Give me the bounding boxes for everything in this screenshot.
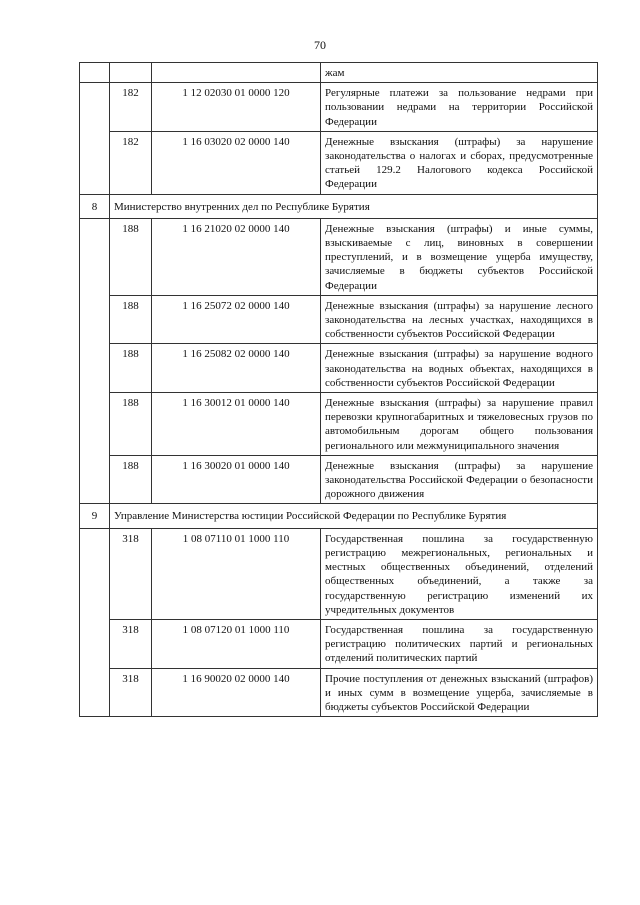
revenue-codes-table xyxy=(79,62,598,717)
table-row xyxy=(80,619,598,668)
income-description: Денежные взыскания (штрафы) за нарушение законодательства Российской Федерации о безопасности дорожного движения xyxy=(321,455,598,504)
budget-classification-code: 1 08 07110 01 1000 110 xyxy=(152,528,321,619)
income-description: Денежные взыскания (штрафы) за нарушение законодательства о налогах и сборах, предусмотренные статьей 129.2 Налогового кодекса Российской Федерации xyxy=(321,131,598,194)
admin-code-cell: 318 xyxy=(110,668,152,717)
income-description: Государственная пошлина за государственную регистрацию политических партий и региональных отделений политических партий xyxy=(321,619,598,668)
num-cell xyxy=(80,528,110,716)
income-description: Денежные взыскания (штрафы) и иные суммы, взыскиваемые с лиц, виновных в совершении преступлений, и в возмещение ущерба имуществу, зачисляемые в бюджеты субъектов Российской Федерации xyxy=(321,218,598,295)
section-number: 9 xyxy=(80,504,110,528)
budget-classification-code: 1 16 21020 02 0000 140 xyxy=(152,218,321,295)
income-description: Регулярные платежи за пользование недрами при пользовании недрами на территории Российской Федерации xyxy=(321,83,598,132)
code-cell xyxy=(152,63,321,83)
table-row xyxy=(80,455,598,504)
table-row xyxy=(80,528,598,619)
income-description: Денежные взыскания (штрафы) за нарушение лесного законодательства на лесных участках, находящихся в собственности субъектов Российской Федерации xyxy=(321,295,598,344)
admin-code-cell: 188 xyxy=(110,393,152,456)
income-description: Денежные взыскания (штрафы) за нарушение правил перевозки крупногабаритных и тяжеловесных грузов по автомобильным дорогам общего пользования регионального или межмуниципального значения xyxy=(321,393,598,456)
budget-classification-code: 1 16 30012 01 0000 140 xyxy=(152,393,321,456)
page-number: 70 xyxy=(314,38,326,52)
admin-code-cell: 188 xyxy=(110,455,152,504)
admin-code-cell: 318 xyxy=(110,619,152,668)
table-row xyxy=(80,344,598,393)
table-row-continuation xyxy=(80,63,598,83)
budget-classification-code: 1 16 90020 02 0000 140 xyxy=(152,668,321,717)
budget-classification-code: 1 16 25072 02 0000 140 xyxy=(152,295,321,344)
num-cell xyxy=(80,63,110,83)
section-row xyxy=(80,504,598,528)
num-cell xyxy=(80,83,110,194)
table-row xyxy=(80,131,598,194)
admin-cell xyxy=(110,63,152,83)
table-row xyxy=(80,393,598,456)
section-number: 8 xyxy=(80,194,110,218)
admin-code-cell: 188 xyxy=(110,295,152,344)
table-body xyxy=(80,63,598,717)
table-row xyxy=(80,218,598,295)
budget-classification-code: 1 16 25082 02 0000 140 xyxy=(152,344,321,393)
income-description: Денежные взыскания (штрафы) за нарушение водного законодательства на водных объектах, находящихся в собственности субъектов Российской Федерации xyxy=(321,344,598,393)
income-description: Прочие поступления от денежных взысканий (штрафов) и иных сумм в возмещение ущерба, зачисляемые в бюджеты субъектов Российской Федерации xyxy=(321,668,598,717)
admin-code-cell: 182 xyxy=(110,131,152,194)
admin-code-cell: 188 xyxy=(110,344,152,393)
section-row xyxy=(80,194,598,218)
budget-classification-code: 1 16 30020 01 0000 140 xyxy=(152,455,321,504)
income-description: Государственная пошлина за государственную регистрацию межрегиональных, региональных и местных общественных объединений, отделений общественных объединений, а также за государственную регистрацию изменений их учредительных документов xyxy=(321,528,598,619)
budget-classification-code: 1 08 07120 01 1000 110 xyxy=(152,619,321,668)
admin-code-cell: 188 xyxy=(110,218,152,295)
table-row xyxy=(80,668,598,717)
admin-code-cell: 182 xyxy=(110,83,152,132)
description-cell: жам xyxy=(321,63,598,83)
num-cell xyxy=(80,218,110,504)
admin-code-cell: 318 xyxy=(110,528,152,619)
table-row xyxy=(80,295,598,344)
budget-classification-code: 1 12 02030 01 0000 120 xyxy=(152,83,321,132)
table-row xyxy=(80,83,598,132)
organization-name: Министерство внутренних дел по Республике Бурятия xyxy=(110,194,598,218)
organization-name: Управление Министерства юстиции Российской Федерации по Республике Бурятия xyxy=(110,504,598,528)
budget-classification-code: 1 16 03020 02 0000 140 xyxy=(152,131,321,194)
